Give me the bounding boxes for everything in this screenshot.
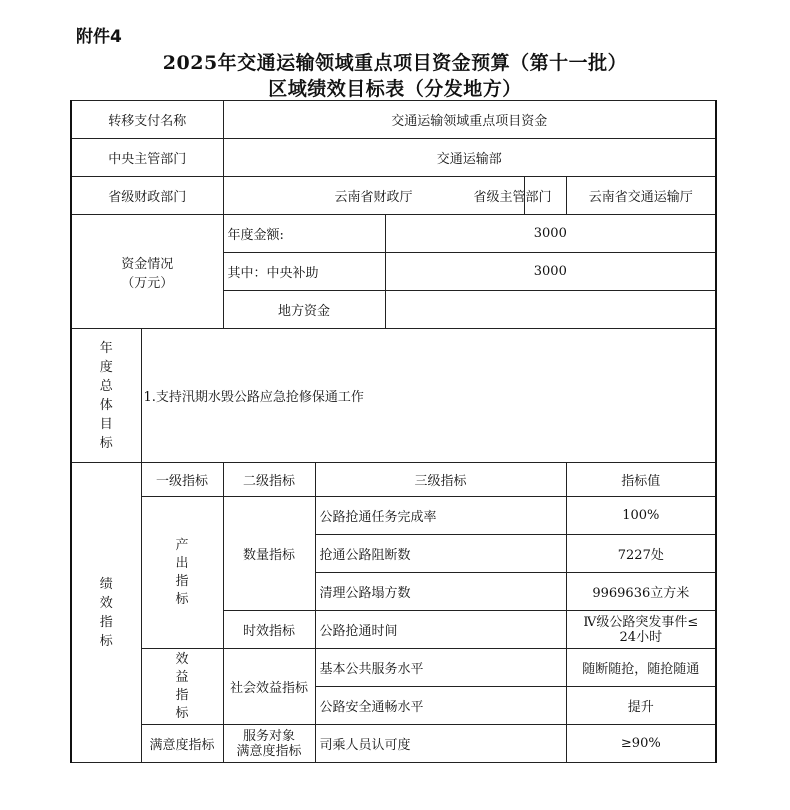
indicator-value: 100% — [566, 497, 716, 535]
indicator-value: 9969636立方米 — [566, 573, 716, 611]
table-row — [71, 725, 716, 763]
satisfaction-indicator-label: 满意度指标 — [141, 725, 223, 763]
table-row-central-dept — [71, 139, 716, 177]
perf-head-level1: 一级指标 — [141, 463, 223, 497]
indicator-name: 司乘人员认可度 — [315, 725, 566, 763]
prov-dept-label: 省级主管部门 — [524, 177, 566, 215]
service-satisfaction-label: 服务对象 满意度指标 — [223, 725, 315, 763]
timeliness-indicator-label: 时效指标 — [223, 611, 315, 649]
table-row-provincial — [71, 177, 716, 215]
indicator-name: 公路安全通畅水平 — [315, 687, 566, 725]
prov-finance-value: 云南省财政厅 — [223, 177, 524, 215]
attachment-label: 附件4 — [76, 27, 122, 47]
indicator-name: 公路抢通时间 — [315, 611, 566, 649]
funds-label: 资金情况 （万元） — [71, 215, 223, 329]
indicator-value: 随断随抢，随抢随通 — [566, 649, 716, 687]
indicator-value: 提升 — [566, 687, 716, 725]
indicator-value: ≥90% — [566, 725, 716, 763]
annual-goal-label: 年度总体目标 — [71, 329, 141, 463]
quantity-indicator-label: 数量指标 — [223, 497, 315, 611]
benefit-indicator-label: 效益指标 — [141, 649, 223, 725]
table-row-annual-goal — [71, 329, 716, 463]
prov-dept-value: 云南省交通运输厅 — [566, 177, 716, 215]
table-row-perf-header — [71, 463, 716, 497]
table-row-transfer — [71, 101, 716, 139]
perf-label: 绩效指标 — [71, 463, 141, 763]
document-title-line2: 区域绩效目标表（分发地方） — [268, 78, 522, 100]
performance-target-table — [70, 100, 717, 763]
funds-local-value — [385, 291, 716, 329]
funds-annual-value: 3000 — [385, 215, 716, 253]
funds-central-label: 其中：中央补助 — [223, 253, 385, 291]
output-indicator-label: 产出指标 — [141, 497, 223, 649]
central-dept-label: 中央主管部门 — [71, 139, 223, 177]
indicator-name: 公路抢通任务完成率 — [315, 497, 566, 535]
perf-head-level3: 三级指标 — [315, 463, 566, 497]
social-benefit-label: 社会效益指标 — [223, 649, 315, 725]
annual-goal-text: 1.支持汛期水毁公路应急抢修保通工作 — [141, 329, 716, 463]
table-row-funds-annual — [71, 215, 716, 253]
indicator-value: Ⅳ级公路突发事件≤ 24小时 — [566, 611, 716, 649]
table-row — [71, 649, 716, 687]
document-title-line1: 2025年交通运输领域重点项目资金预算（第十一批） — [162, 52, 628, 74]
funds-local-label: 地方资金 — [223, 291, 385, 329]
transfer-name-label: 转移支付名称 — [71, 101, 223, 139]
table-row — [71, 497, 716, 535]
indicator-name: 清理公路塌方数 — [315, 573, 566, 611]
indicator-name: 基本公共服务水平 — [315, 649, 566, 687]
prov-finance-label: 省级财政部门 — [71, 177, 223, 215]
perf-head-level2: 二级指标 — [223, 463, 315, 497]
central-dept-value: 交通运输部 — [223, 139, 716, 177]
indicator-value: 7227处 — [566, 535, 716, 573]
funds-annual-label: 年度金额: — [223, 215, 385, 253]
transfer-name-value: 交通运输领域重点项目资金 — [223, 101, 716, 139]
funds-central-value: 3000 — [385, 253, 716, 291]
perf-head-value: 指标值 — [566, 463, 716, 497]
indicator-name: 抢通公路阻断数 — [315, 535, 566, 573]
